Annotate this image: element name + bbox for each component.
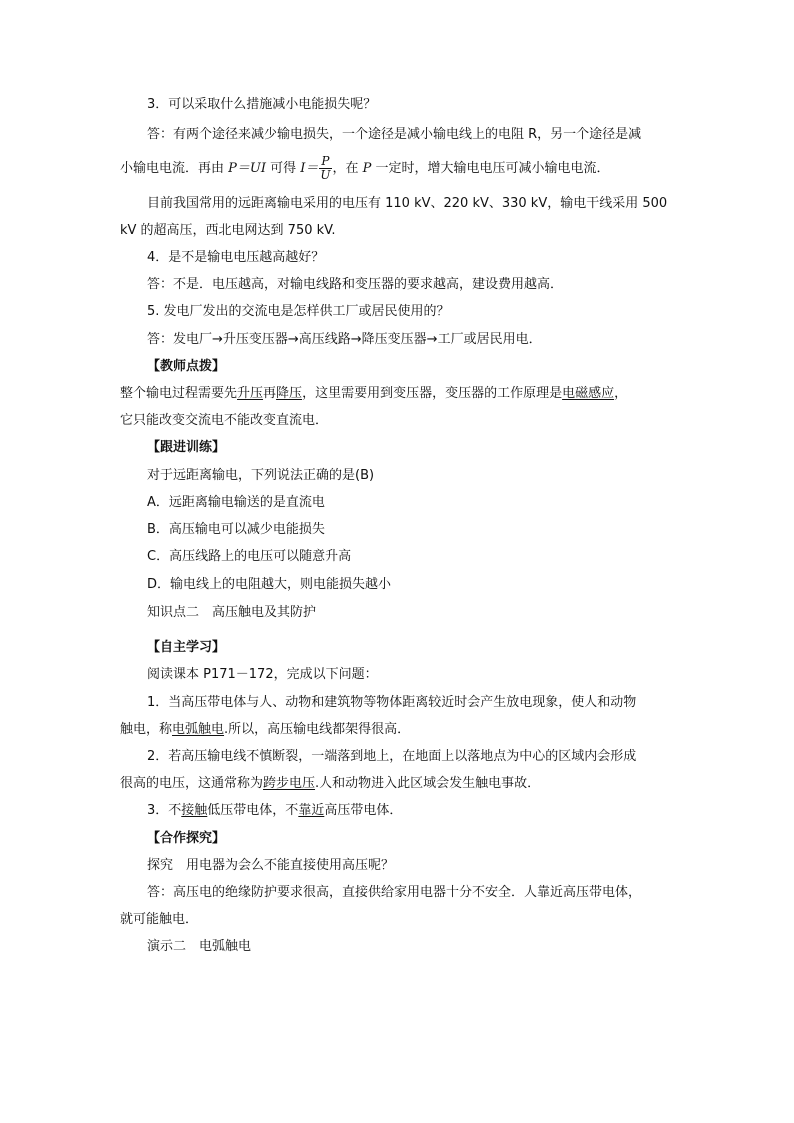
practice-option-a: A．远距离输电输送的是直流电 (147, 495, 325, 510)
q3-extra-line1: 目前我国常用的远距离输电采用的电压有 110 kV、220 kV、330 kV，输电干线采用 500 (147, 196, 668, 211)
blank-answer: 靠近 (298, 803, 325, 818)
q3-answer-line2 (120, 155, 610, 182)
practice-question: 对于远距离输电，下列说法正确的是(B) (147, 468, 375, 483)
teacher-tip-heading: 【教师点拨】 (147, 359, 226, 374)
blank-answer: 电磁感应 (562, 386, 615, 401)
text-run: 低压带电体，不 (207, 803, 299, 818)
text-run: 小输电电流．再由 (120, 161, 229, 176)
q5-answer: 答：发电厂→升压变压器→高压线路→降压变压器→工厂或居民用电． (147, 332, 542, 347)
text-run: .人和动物进入此区域会发生触电事故． (315, 776, 541, 791)
text-run: ， (614, 386, 628, 401)
formula-i: I＝ (300, 161, 319, 176)
formula-p: P (362, 161, 372, 176)
self-study-item2-line1: 2．若高压输电线不慎断裂，一端落到地上，在地面上以落地点为中心的区域内会形成 (147, 749, 637, 764)
text-run: 可得 (265, 161, 301, 176)
coop-demo: 演示二 电弧触电 (147, 939, 252, 954)
blank-answer: 跨步电压 (263, 776, 316, 791)
coop-heading: 【合作探究】 (147, 831, 226, 846)
practice-heading: 【跟进训练】 (147, 440, 226, 455)
text-run: 再 (263, 386, 277, 401)
coop-explore: 探究 用电器为会么不能直接使用高压呢？ (147, 858, 395, 873)
q4-answer: 答：不是．电压越高，对输电线路和变压器的要求越高，建设费用越高． (147, 277, 564, 292)
self-study-item2-line2 (120, 775, 540, 793)
teacher-tip-line1 (120, 385, 627, 403)
q3-extra-line2: kV 的超高压，西北电网达到 750 kV. (120, 223, 336, 238)
text-run: 很高的电压，这通常称为 (120, 776, 264, 791)
text-run: .所以，高压输电线都架得很高． (224, 722, 411, 737)
practice-option-d: D．输电线上的电阻越大，则电能损失越小 (147, 577, 392, 592)
blank-answer: 降压 (276, 386, 303, 401)
fraction-numerator: P (319, 155, 331, 169)
q3-question: 3．可以采取什么措施减小电能损失呢？ (147, 97, 377, 112)
teacher-tip-line2: 它只能改变交流电不能改变直流电． (120, 413, 329, 428)
q3-answer-line1: 答：有两个途径来减少输电损失，一个途径是减小输电线上的电阻 R，另一个途径是减 (147, 127, 642, 142)
blank-answer: 电弧触电 (172, 722, 225, 737)
text-run: 整个输电过程需要先 (120, 386, 238, 401)
self-study-heading: 【自主学习】 (147, 640, 226, 655)
self-study-item1-line2 (120, 721, 410, 739)
formula-p-ui: P＝UI (228, 161, 266, 176)
text-run: 3．不 (147, 803, 182, 818)
fraction-p-over-u (319, 155, 331, 182)
practice-option-c: C．高压线路上的电压可以随意升高 (147, 549, 352, 564)
coop-answer-line2: 就可能触电． (120, 912, 199, 927)
text-run: 高压带电体． (324, 803, 403, 818)
knowledge-point-2-title: 知识点二 高压触电及其防护 (147, 605, 317, 620)
self-study-intro: 阅读课本 P171－172，完成以下问题： (147, 667, 378, 682)
practice-option-b: B．高压输电可以减少电能损失 (147, 522, 325, 537)
self-study-item1-line1: 1．当高压带电体与人、动物和建筑物等物体距离较近时会产生放电现象，使人和动物 (147, 695, 637, 710)
fraction-denominator: U (320, 168, 331, 182)
coop-answer-line1: 答：高压电的绝缘防护要求很高，直接供给家用电器十分不安全．人靠近高压带电体， (147, 885, 642, 900)
text-run: 一定时，增大输电电压可减小输电电流． (371, 161, 610, 176)
text-run: ，在 (332, 161, 363, 176)
q4-question: 4．是不是输电电压越高越好？ (147, 250, 325, 265)
blank-answer: 接触 (181, 803, 208, 818)
text-run: 触电，称 (120, 722, 173, 737)
q5-question: 5. 发电厂发出的交流电是怎样供工厂或居民使用的？ (147, 304, 450, 319)
text-run: ，这里需要用到变压器，变压器的工作原理是 (302, 386, 563, 401)
blank-answer: 升压 (237, 386, 264, 401)
self-study-item3 (147, 802, 402, 820)
